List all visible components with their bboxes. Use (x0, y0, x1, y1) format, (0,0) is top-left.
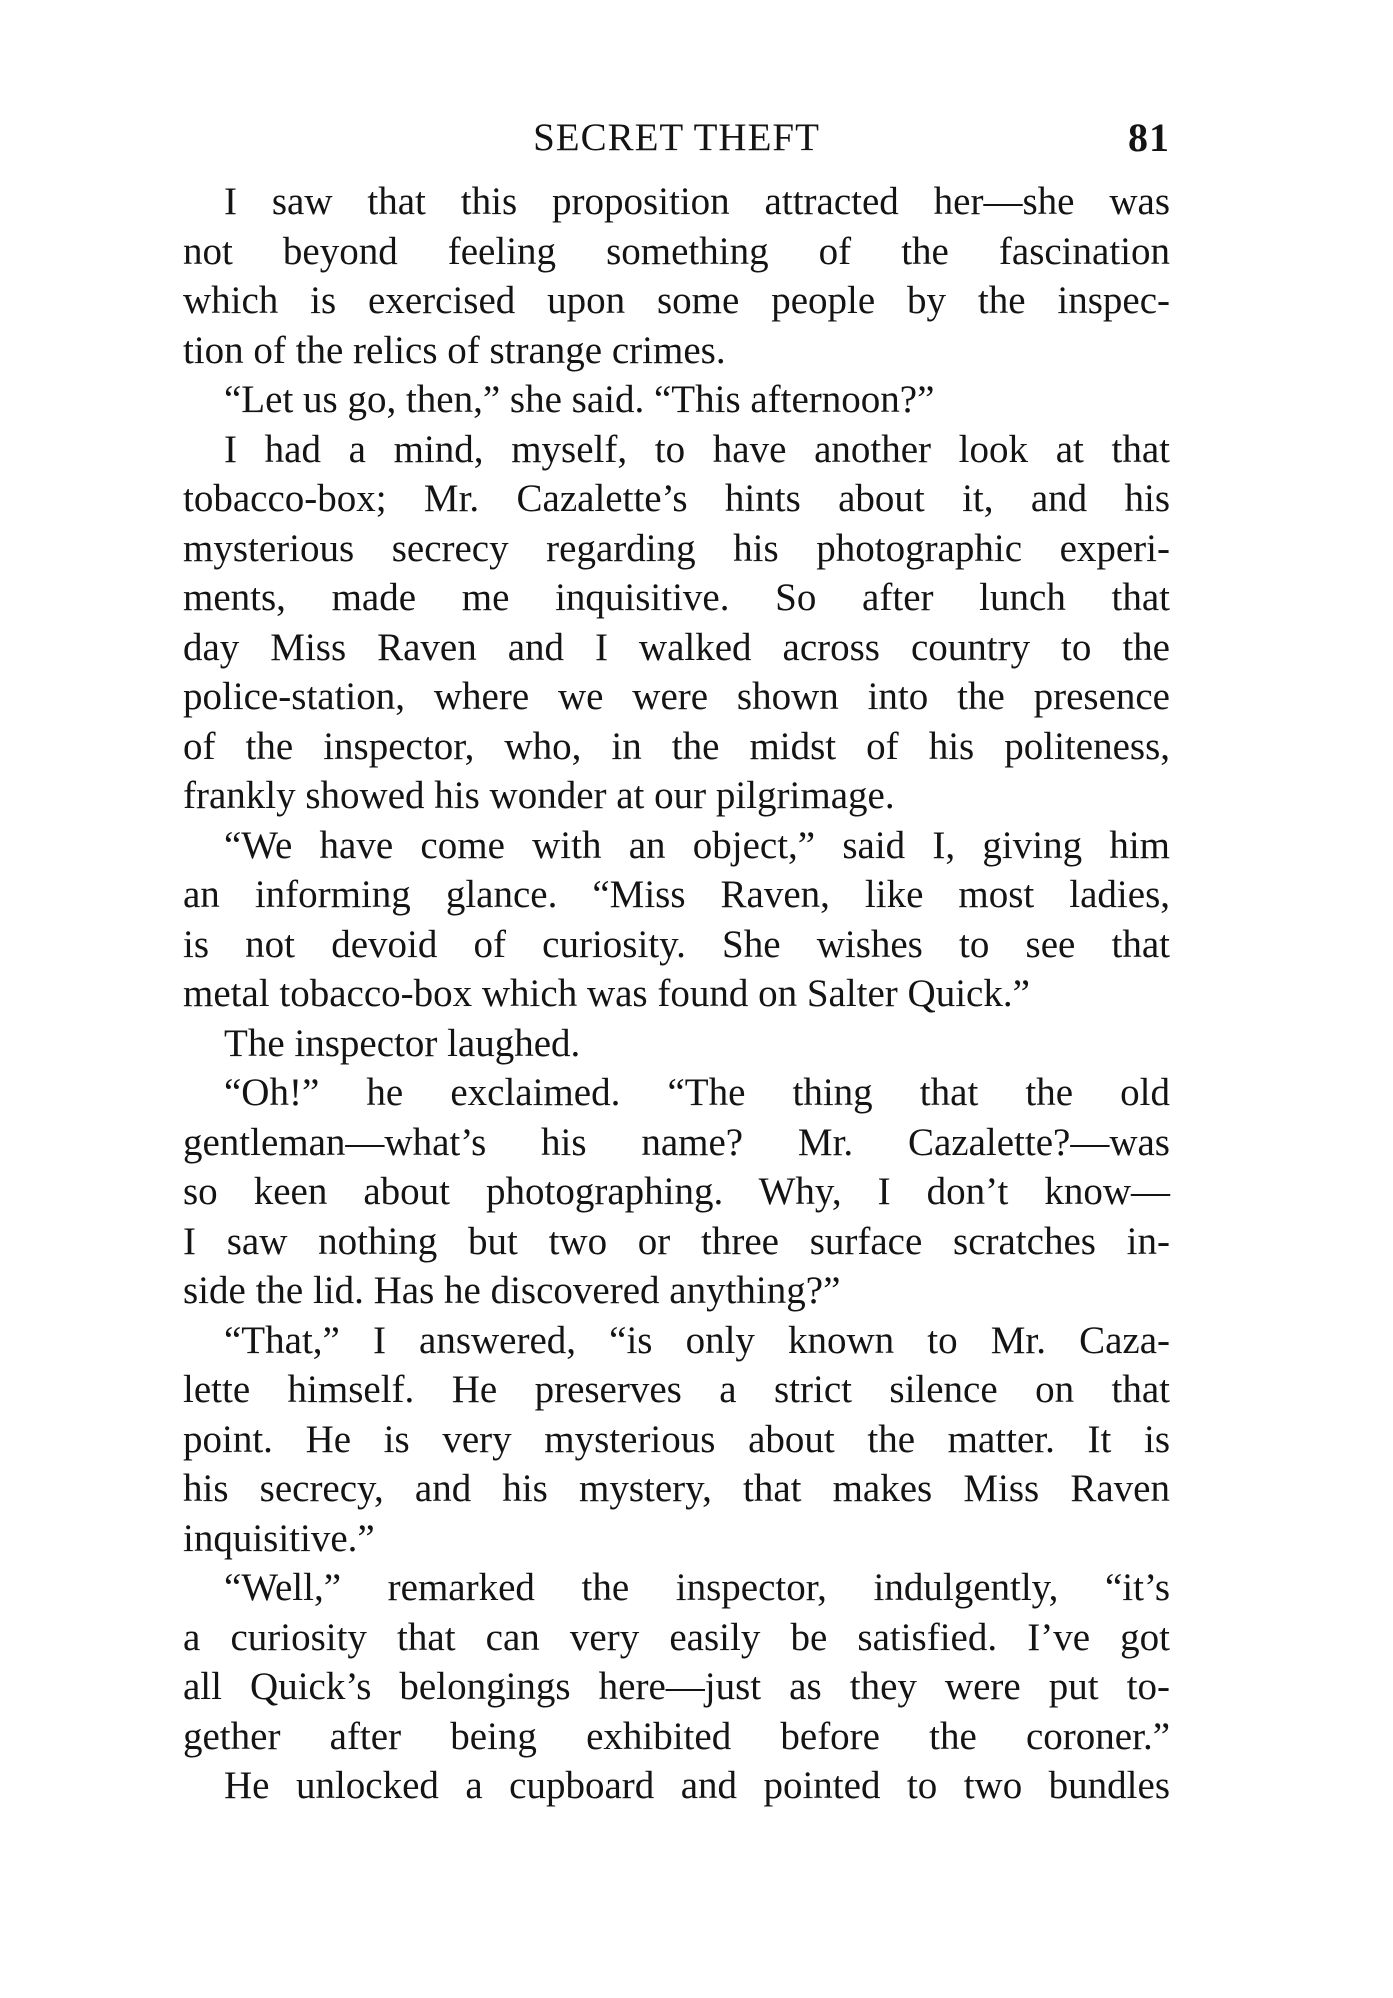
text-line: a curiosity that can very easily be satisfied. I’ve got (183, 1615, 1170, 1659)
text-line: his secrecy, and his mystery, that makes Miss Raven (183, 1467, 1170, 1510)
text-line: I had a mind, myself, to have another look at that (224, 427, 1170, 471)
text-line: I saw nothing but two or three surface scratches in- (183, 1219, 1170, 1263)
text-line: police-station, where we were shown into the presence (183, 675, 1170, 718)
text-line: tion of the relics of strange crimes. (183, 328, 726, 372)
text-line: metal tobacco-box which was found on Salter Quick.” (183, 972, 1030, 1015)
text-line: day Miss Raven and I walked across country to the (183, 625, 1170, 669)
text-line: gentleman—what’s his name? Mr. Cazalette?—was (183, 1120, 1170, 1164)
body-text (183, 177, 1170, 1811)
running-title: SECRET THEFT (533, 116, 820, 159)
text-line: “Well,” remarked the inspector, indulgently, “it’s (224, 1566, 1170, 1609)
text-line: ments, made me inquisitive. So after lunch that (183, 576, 1170, 619)
text-line: “Oh!” he exclaimed. “The thing that the old (224, 1071, 1170, 1114)
text-line: “That,” I answered, “is only known to Mr. Caza- (224, 1318, 1170, 1362)
text-line: inquisitive.” (183, 1516, 375, 1560)
text-line: all Quick’s belongings here—just as they were put to- (183, 1665, 1170, 1708)
text-line: “We have come with an object,” said I, giving him (224, 823, 1170, 867)
text-line: not beyond feeling something of the fascination (183, 229, 1170, 273)
text-line: point. He is very mysterious about the matter. It is (183, 1417, 1170, 1461)
text-line: so keen about photographing. Why, I don’t know— (183, 1170, 1170, 1213)
text-line: lette himself. He preserves a strict silence on that (183, 1368, 1170, 1411)
text-line: of the inspector, who, in the midst of his politeness, (183, 724, 1170, 768)
text-line: is not devoid of curiosity. She wishes to see that (183, 922, 1170, 966)
page-number: 81 (1128, 115, 1170, 160)
text-line: which is exercised upon some people by the inspec- (183, 279, 1170, 322)
text-line: “Let us go, then,” she said. “This afternoon?” (224, 378, 935, 421)
text-line: The inspector laughed. (224, 1021, 581, 1065)
text-line: frankly showed his wonder at our pilgrimage. (183, 774, 895, 817)
text-line: gether after being exhibited before the coroner.” (183, 1714, 1170, 1758)
page-header (183, 108, 1170, 168)
text-line: an informing glance. “Miss Raven, like most ladies, (183, 873, 1170, 916)
text-line: He unlocked a cupboard and pointed to two bundles (224, 1764, 1170, 1807)
text-line: side the lid. Has he discovered anything?” (183, 1269, 841, 1312)
text-line: I saw that this proposition attracted her—she was (224, 180, 1170, 223)
text-line: mysterious secrecy regarding his photographic experi- (183, 526, 1170, 570)
text-line: tobacco-box; Mr. Cazalette’s hints about it, and his (183, 477, 1170, 520)
